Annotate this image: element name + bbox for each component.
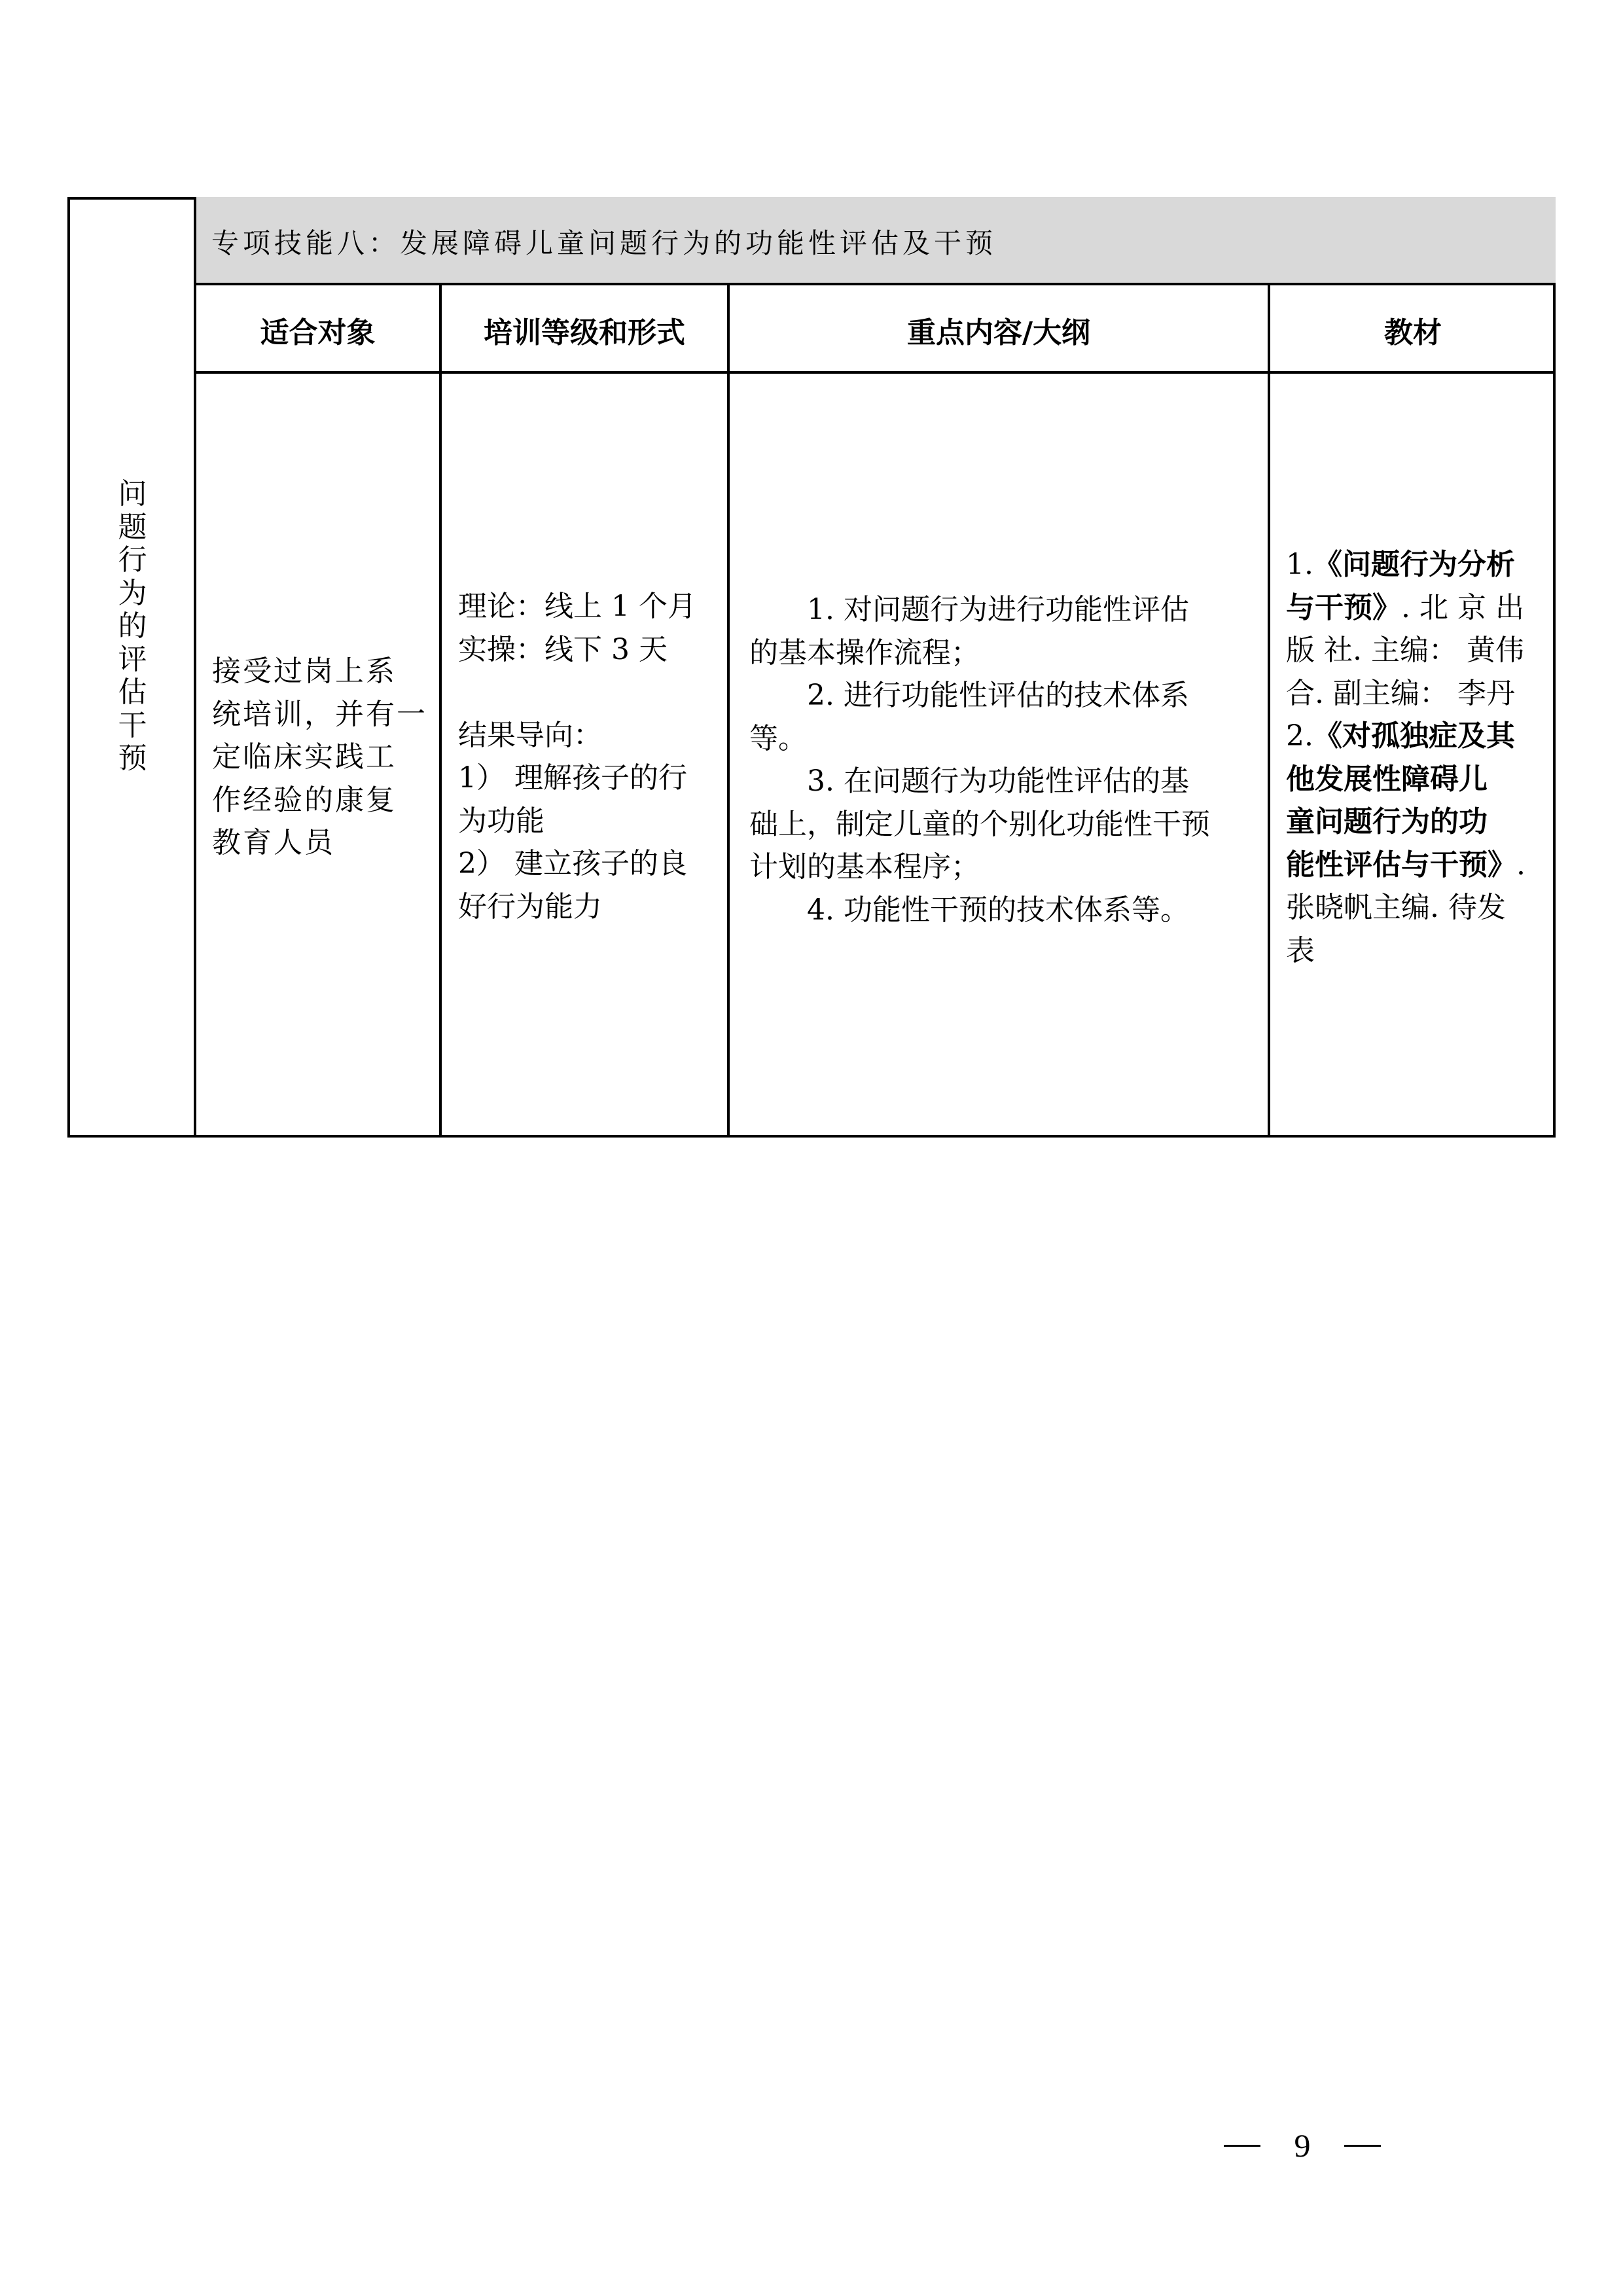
- text-line: 1） 理解孩子的行: [458, 761, 687, 795]
- textbook-title: 他发展性障碍儿: [1286, 762, 1488, 796]
- dash-left: [1224, 2145, 1260, 2147]
- textbook-title: 能性评估与干预》: [1286, 848, 1516, 882]
- text-line: 统培训，并有一: [212, 697, 427, 731]
- page-number-value: 9: [1294, 2127, 1311, 2164]
- textbook-title: 《问题行为分析: [1313, 548, 1515, 581]
- page-number: [1224, 2126, 1381, 2165]
- text-line: 2. 进行功能性评估的技术体系: [807, 679, 1189, 712]
- category-char: 问: [118, 477, 147, 511]
- category-char: 的: [118, 609, 147, 643]
- text-line: 好行为能力: [458, 889, 602, 924]
- text-line: 4. 功能性干预的技术体系等。: [807, 893, 1189, 927]
- text-line: 作经验的康复: [212, 783, 397, 817]
- category-label: [70, 478, 195, 776]
- text-line: 计划的基本程序；: [749, 850, 980, 884]
- textbook-line: 版 社. 主编： 黄伟: [1286, 634, 1524, 667]
- cell-target-audience: [212, 650, 438, 865]
- cell-key-content: [749, 588, 1266, 931]
- textbook-title: 童问题行为的功: [1286, 805, 1488, 838]
- textbook-line: 2.《对孤独症及其: [1286, 719, 1515, 753]
- text-line: 接受过岗上系: [212, 655, 397, 688]
- text-line: [458, 671, 726, 714]
- text-line: 为功能: [458, 804, 544, 838]
- dash-right: [1344, 2145, 1381, 2147]
- text-line: 础上，制定儿童的个别化功能性干预: [749, 807, 1210, 841]
- text-line: 1. 对问题行为进行功能性评估: [807, 593, 1189, 626]
- text-line: 结果导向：: [458, 718, 602, 752]
- divider-col4: [1268, 283, 1270, 1138]
- divider-col3: [727, 283, 730, 1138]
- textbook-line: 1.《问题行为分析: [1286, 548, 1515, 581]
- text-line: 定临床实践工: [212, 740, 397, 774]
- divider-title-bottom: [194, 283, 1556, 285]
- category-char: 估: [118, 675, 147, 709]
- text-line: 教育人员: [212, 826, 335, 859]
- header-label: 培训等级和形式: [484, 315, 685, 350]
- category-char: 为: [118, 576, 147, 610]
- textbook-line: 张晓帆主编. 待发: [1286, 891, 1506, 924]
- text-line: 3. 在问题行为功能性评估的基: [807, 764, 1189, 798]
- text-line: 的基本操作流程；: [749, 636, 980, 670]
- header-label: 适合对象: [260, 315, 376, 350]
- category-char: 评: [118, 642, 147, 676]
- category-char: 题: [118, 510, 147, 544]
- textbook-line: 能性评估与干预》.: [1286, 848, 1525, 882]
- textbook-line: 表: [1286, 933, 1315, 967]
- header-key-content: [730, 287, 1268, 372]
- text-line: 等。: [749, 721, 807, 755]
- text-line: 实操：线下 3 天: [458, 632, 668, 666]
- section-title: 专项技能八：发展障碍儿童问题行为的功能性评估及干预: [211, 227, 997, 259]
- divider-col2: [439, 283, 442, 1138]
- textbook-line: 合. 副主编： 李丹: [1286, 676, 1515, 710]
- header-training-level: [442, 287, 727, 372]
- textbook-title: 《对孤独症及其: [1313, 719, 1515, 753]
- category-char: 预: [118, 742, 147, 775]
- header-label: 重点内容/大纲: [906, 315, 1091, 350]
- category-char: 干: [118, 708, 147, 742]
- textbook-line: 与干预》. 北 京 出: [1286, 590, 1524, 624]
- header-label: 教材: [1384, 315, 1442, 350]
- textbook-title: 与干预》: [1286, 590, 1401, 624]
- cell-training-level: [458, 585, 726, 928]
- textbook-line: [1286, 758, 1554, 801]
- text-line: 2） 建立孩子的良: [458, 847, 687, 880]
- cell-textbooks: [1286, 543, 1554, 972]
- header-textbooks: [1270, 287, 1556, 372]
- header-target-audience: [196, 287, 439, 372]
- category-char: 行: [118, 543, 147, 577]
- text-line: 理论：线上 1 个月: [458, 590, 696, 623]
- textbook-line: [1286, 800, 1554, 844]
